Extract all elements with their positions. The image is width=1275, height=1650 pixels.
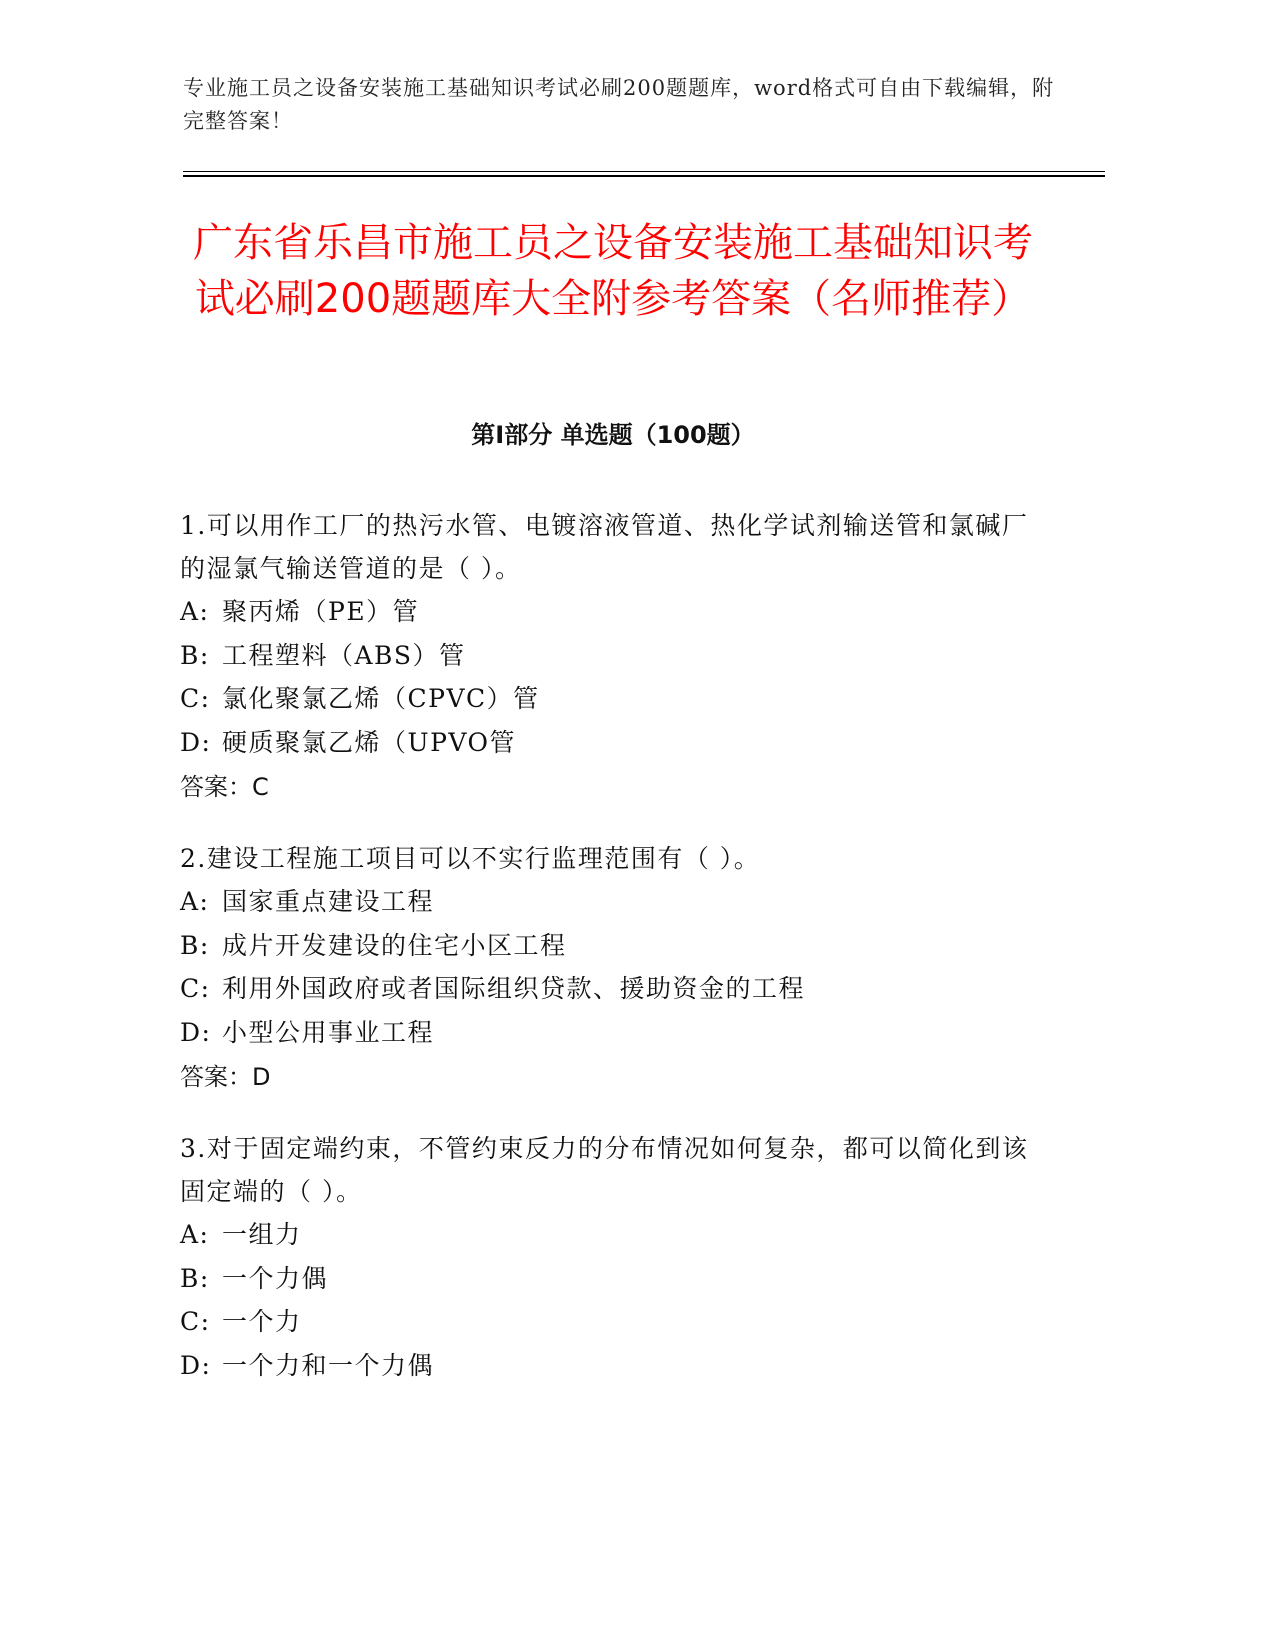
question-item [180, 837, 1030, 1100]
option-b [180, 924, 1030, 968]
option-text: 一个力 [222, 1307, 302, 1336]
option-a [180, 880, 1030, 924]
option-c [180, 967, 1030, 1011]
option-letter: B: [180, 1263, 210, 1293]
option-text: 成片开发建设的住宅小区工程 [222, 930, 567, 960]
option-d [180, 721, 1030, 765]
option-letter: B: [180, 640, 210, 670]
answer-line: 答案：C [180, 773, 269, 801]
option-letter: D: [180, 727, 212, 757]
option-text: 国家重点建设工程 [222, 887, 435, 916]
option-c [180, 1300, 1030, 1344]
option-text: 小型公用事业工程 [222, 1017, 435, 1047]
option-letter: C: [180, 974, 211, 1003]
option-b [180, 634, 1030, 678]
option-a [180, 1213, 1030, 1257]
option-letter: C: [180, 684, 211, 713]
option-letter: D: [180, 1017, 212, 1047]
option-b [180, 1257, 1030, 1301]
question-item [180, 504, 1030, 810]
question-list [180, 504, 1030, 1414]
question-stem: 1.可以用作工厂的热污水管、电镀溶液管道、热化学试剂输送管和氯碱厂的湿氯气输送管道的是（ ）。 [180, 511, 1029, 583]
option-letter: C: [180, 1307, 211, 1336]
section-title: 第Ⅰ部分 单选题（100题） [471, 421, 755, 449]
header-note: 专业施工员之设备安装施工基础知识考试必刷200题题库，word格式可自由下载编辑，附完整答案！ [183, 76, 1055, 133]
option-d [180, 1011, 1030, 1055]
header-divider-thick [183, 175, 1105, 177]
option-text: 硬质聚氯乙烯（UPVO管 [222, 727, 517, 757]
option-text: 一个力和一个力偶 [222, 1350, 435, 1380]
option-letter: D: [180, 1350, 212, 1380]
option-d [180, 1344, 1030, 1388]
option-a [180, 590, 1030, 634]
answer-line: 答案：D [180, 1063, 271, 1091]
option-letter: A: [180, 1220, 210, 1249]
option-letter: B: [180, 930, 210, 960]
option-text: 氯化聚氯乙烯（CPVC）管 [222, 684, 540, 713]
option-text: 工程塑料（ABS）管 [222, 640, 466, 670]
option-text: 聚丙烯（PE）管 [222, 597, 420, 626]
question-stem: 3.对于固定端约束，不管约束反力的分布情况如何复杂，都可以简化到该固定端的（ ）。 [180, 1134, 1029, 1206]
option-c [180, 677, 1030, 721]
option-letter: A: [180, 597, 210, 626]
header-divider-thin [183, 171, 1105, 172]
question-item [180, 1127, 1030, 1387]
option-letter: A: [180, 887, 210, 916]
option-text: 一组力 [222, 1220, 302, 1249]
question-stem: 2.建设工程施工项目可以不实行监理范围有（ ）。 [180, 844, 761, 873]
option-text: 一个力偶 [222, 1263, 329, 1293]
option-text: 利用外国政府或者国际组织贷款、援助资金的工程 [222, 974, 806, 1003]
document-title: 广东省乐昌市施工员之设备安装施工基础知识考试必刷200题题库大全附参考答案（名师推荐） [193, 220, 1033, 322]
